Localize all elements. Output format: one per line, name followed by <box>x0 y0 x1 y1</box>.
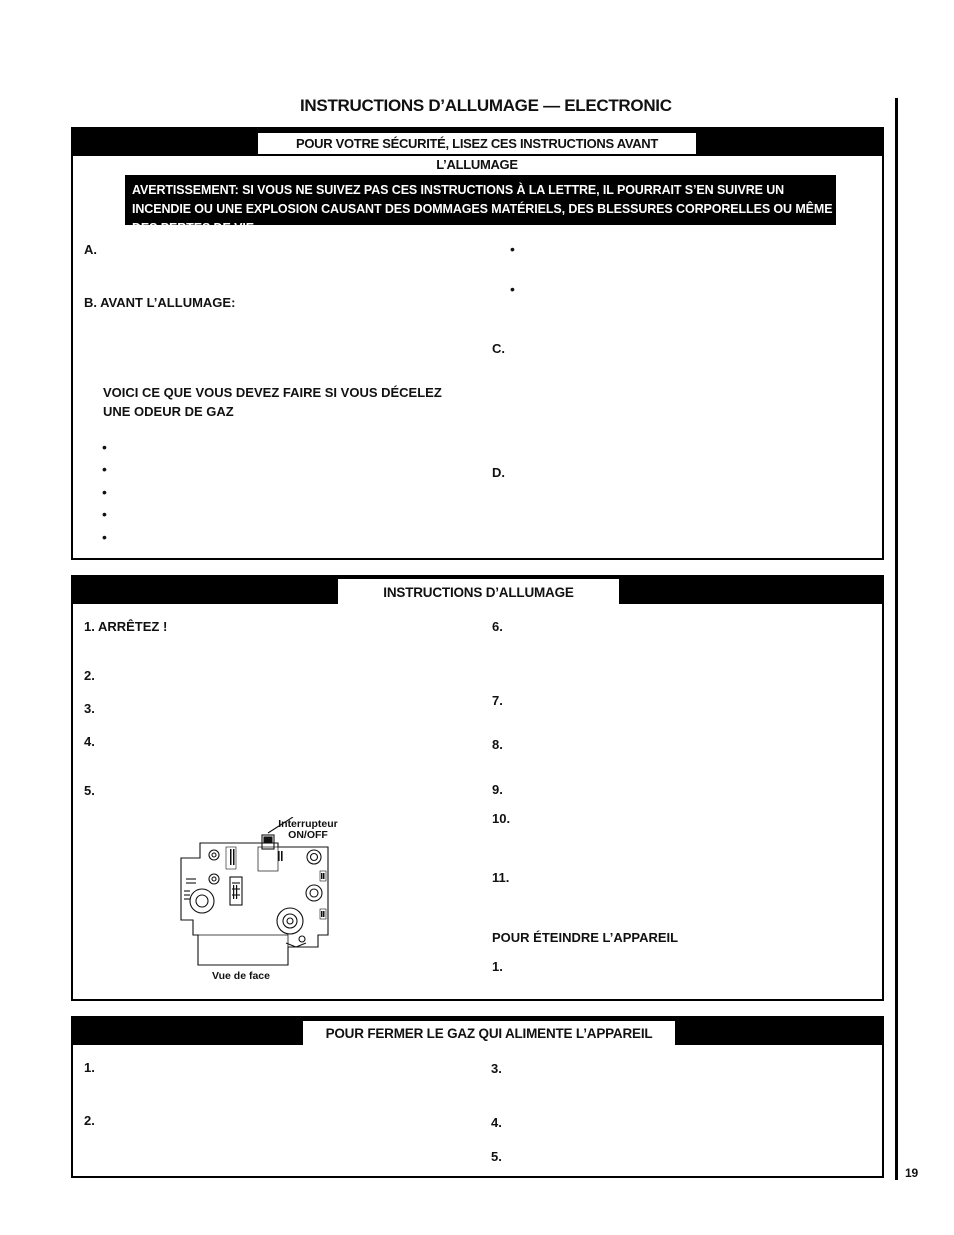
item-c: C. <box>492 341 505 356</box>
gas-off-step-3: 3. <box>491 1061 502 1076</box>
bullet-3: • <box>102 484 107 500</box>
page-number: 19 <box>905 1166 918 1180</box>
shutdown-step-1: 1. <box>492 959 503 974</box>
step-6: 6. <box>492 619 503 634</box>
bullet-7: • <box>510 281 515 297</box>
step-10: 10. <box>492 811 511 826</box>
step-11: 11. <box>492 870 510 885</box>
switch-label-line1: Interrupteur <box>278 818 338 830</box>
lighting-header: INSTRUCTIONS D’ALLUMAGE <box>338 579 619 604</box>
gas-valve-diagram <box>178 817 338 969</box>
gas-off-step-4: 4. <box>491 1115 502 1130</box>
margin-rule <box>895 98 898 1180</box>
warning-box: AVERTISSEMENT: SI VOUS NE SUIVEZ PAS CES INSTRUCTIONS À LA LETTRE, IL POURRAIT S’EN SUIVRE UN INCENDIE OU UNE EXPLOSION CAUSANT DES DOMMAGES MATÉRIELS, DES BLESSURES CORPORELLES OU MÊME DES PERTES DE VIE. <box>125 175 836 225</box>
diagram-caption: Vue de face <box>212 970 270 982</box>
bullet-5: • <box>102 529 107 545</box>
page-title: INSTRUCTIONS D’ALLUMAGE — ELECTRONIC <box>300 96 672 115</box>
step-7: 7. <box>492 693 503 708</box>
item-b: B. AVANT L’ALLUMAGE: <box>84 295 236 310</box>
lighting-panel <box>71 575 884 1001</box>
step-8: 8. <box>492 737 503 752</box>
bullet-4: • <box>102 506 107 522</box>
step-9: 9. <box>492 782 503 797</box>
safety-panel <box>71 127 884 560</box>
switch-label-line2: ON/OFF <box>288 829 328 841</box>
step-3: 3. <box>84 701 95 716</box>
item-d: D. <box>492 465 505 480</box>
gas-off-header: POUR FERMER LE GAZ QUI ALIMENTE L’APPAREIL <box>303 1021 675 1045</box>
bullet-6: • <box>510 241 515 257</box>
bullet-2: • <box>102 461 107 477</box>
step-5: 5. <box>84 783 95 798</box>
step-2: 2. <box>84 668 95 683</box>
gas-off-step-2: 2. <box>84 1113 95 1128</box>
gas-odor-heading: VOICI CE QUE VOUS DEVEZ FAIRE SI VOUS DÉCELEZ UNE ODEUR DE GAZ <box>103 385 442 419</box>
bullet-1: • <box>102 439 107 455</box>
step-4: 4. <box>84 734 95 749</box>
safety-header: POUR VOTRE SÉCURITÉ, LISEZ CES INSTRUCTIONS AVANT L’ALLUMAGE <box>258 133 696 154</box>
gas-off-panel <box>71 1016 884 1178</box>
shutdown-heading: POUR ÉTEINDRE L’APPAREIL <box>492 930 679 945</box>
gas-off-step-5: 5. <box>491 1149 502 1164</box>
item-a: A. <box>84 242 97 257</box>
gas-off-step-1: 1. <box>84 1060 95 1075</box>
step-1: 1. ARRÊTEZ ! <box>84 619 168 634</box>
